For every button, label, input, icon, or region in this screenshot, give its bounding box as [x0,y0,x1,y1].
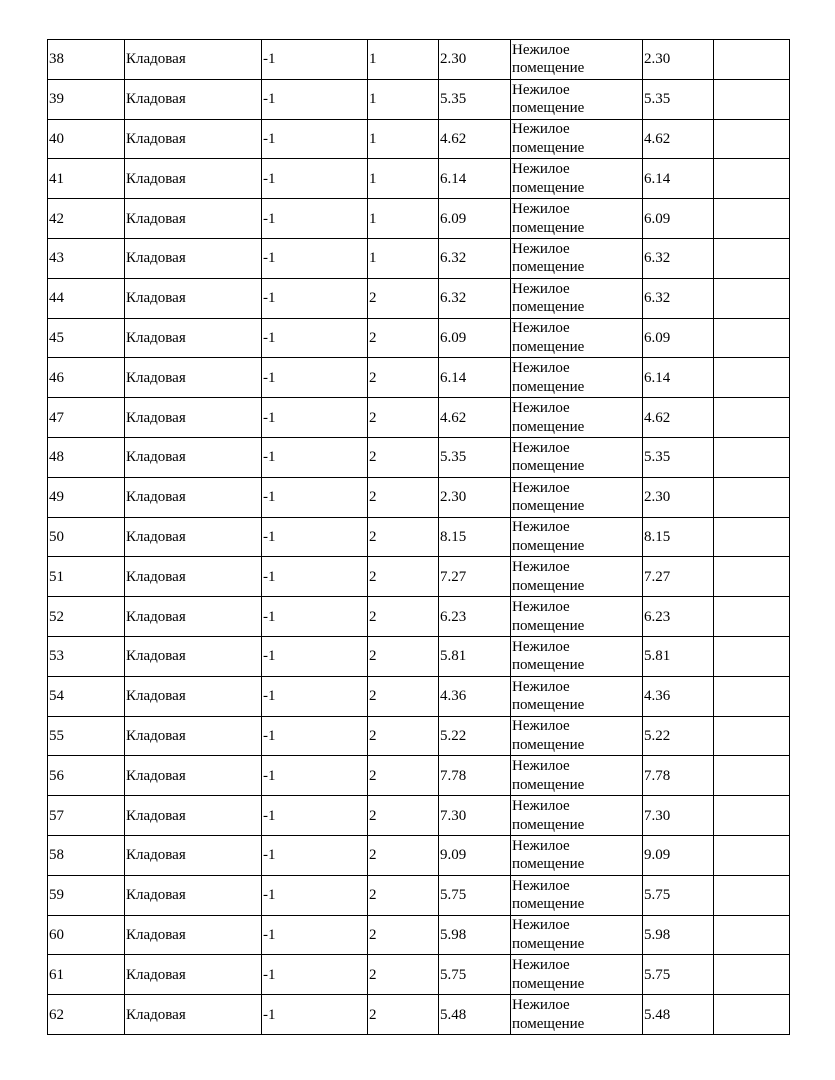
room-name-cell: Кладовая [125,477,262,517]
room-type-line-2: помещение [512,736,585,753]
section-cell: 2 [368,597,439,637]
floor-cell: -1 [262,318,368,358]
room-type-line-2: помещение [512,975,585,992]
room-type-line-1: Нежилое [512,837,570,854]
table-row [48,318,790,358]
room-type-line-2: помещение [512,617,585,634]
floor-cell: -1 [262,716,368,756]
room-name-cell: Кладовая [125,835,262,875]
table-row [48,358,790,398]
area-cell: 8.15 [439,517,511,557]
note-cell [714,796,790,836]
room-type-line-1: Нежилое [512,917,570,934]
note-cell [714,318,790,358]
room-type-line-2: помещение [512,100,585,117]
premises-table-body [48,40,790,1035]
room-type-line-2: помещение [512,816,585,833]
room-type-cell [511,358,643,398]
note-cell [714,119,790,159]
note-cell [714,835,790,875]
total-area-cell: 5.75 [643,955,714,995]
row-number-cell: 42 [48,199,125,239]
room-type-cell [511,636,643,676]
total-area-cell: 7.27 [643,557,714,597]
note-cell [714,955,790,995]
row-number-cell: 44 [48,278,125,318]
room-type-cell [511,398,643,438]
total-area-cell: 6.32 [643,278,714,318]
room-type-line-1: Нежилое [512,957,570,974]
area-cell: 4.62 [439,398,511,438]
section-cell: 1 [368,238,439,278]
table-row [48,119,790,159]
section-cell: 2 [368,676,439,716]
room-type-line-2: помещение [512,458,585,475]
row-number-cell: 56 [48,756,125,796]
note-cell [714,597,790,637]
total-area-cell: 4.36 [643,676,714,716]
note-cell [714,79,790,119]
room-type-line-1: Нежилое [512,599,570,616]
note-cell [714,437,790,477]
area-cell: 5.35 [439,437,511,477]
floor-cell: -1 [262,477,368,517]
note-cell [714,40,790,80]
room-type-line-1: Нежилое [512,400,570,417]
table-row [48,875,790,915]
note-cell [714,676,790,716]
floor-cell: -1 [262,517,368,557]
room-type-line-1: Нежилое [512,758,570,775]
total-area-cell: 8.15 [643,517,714,557]
area-cell: 2.30 [439,477,511,517]
room-type-cell [511,517,643,557]
section-cell: 1 [368,40,439,80]
room-type-line-2: помещение [512,697,585,714]
room-type-line-2: помещение [512,139,585,156]
row-number-cell: 39 [48,79,125,119]
table-row [48,477,790,517]
section-cell: 1 [368,119,439,159]
area-cell: 7.27 [439,557,511,597]
room-type-line-2: помещение [512,577,585,594]
room-name-cell: Кладовая [125,636,262,676]
room-type-cell [511,835,643,875]
room-type-cell [511,995,643,1035]
room-type-cell [511,915,643,955]
room-type-line-1: Нежилое [512,161,570,178]
floor-cell: -1 [262,159,368,199]
room-name-cell: Кладовая [125,278,262,318]
room-name-cell: Кладовая [125,119,262,159]
room-type-line-2: помещение [512,498,585,515]
area-cell: 5.22 [439,716,511,756]
room-type-line-1: Нежилое [512,997,570,1014]
total-area-cell: 2.30 [643,477,714,517]
area-cell: 4.36 [439,676,511,716]
area-cell: 6.23 [439,597,511,637]
total-area-cell: 6.09 [643,318,714,358]
total-area-cell: 5.81 [643,636,714,676]
room-type-cell [511,597,643,637]
note-cell [714,915,790,955]
table-row [48,159,790,199]
room-type-line-1: Нежилое [512,360,570,377]
room-type-line-2: помещение [512,1015,585,1032]
row-number-cell: 50 [48,517,125,557]
area-cell: 6.14 [439,358,511,398]
total-area-cell: 6.23 [643,597,714,637]
total-area-cell: 4.62 [643,119,714,159]
row-number-cell: 59 [48,875,125,915]
floor-cell: -1 [262,199,368,239]
room-type-cell [511,875,643,915]
row-number-cell: 61 [48,955,125,995]
note-cell [714,278,790,318]
total-area-cell: 5.48 [643,995,714,1035]
area-cell: 6.09 [439,199,511,239]
total-area-cell: 7.30 [643,796,714,836]
row-number-cell: 38 [48,40,125,80]
floor-cell: -1 [262,597,368,637]
total-area-cell: 2.30 [643,40,714,80]
room-type-line-1: Нежилое [512,798,570,815]
room-type-cell [511,79,643,119]
row-number-cell: 41 [48,159,125,199]
room-name-cell: Кладовая [125,796,262,836]
note-cell [714,716,790,756]
floor-cell: -1 [262,955,368,995]
room-type-cell [511,437,643,477]
premises-table [47,39,790,1035]
total-area-cell: 4.62 [643,398,714,438]
table-row [48,796,790,836]
table-row [48,278,790,318]
total-area-cell: 5.98 [643,915,714,955]
note-cell [714,398,790,438]
area-cell: 5.35 [439,79,511,119]
row-number-cell: 46 [48,358,125,398]
room-name-cell: Кладовая [125,318,262,358]
room-type-line-2: помещение [512,259,585,276]
room-type-line-2: помещение [512,179,585,196]
room-name-cell: Кладовая [125,79,262,119]
room-name-cell: Кладовая [125,995,262,1035]
room-type-cell [511,796,643,836]
table-row [48,716,790,756]
section-cell: 2 [368,835,439,875]
room-type-line-1: Нежилое [512,877,570,894]
row-number-cell: 40 [48,119,125,159]
room-name-cell: Кладовая [125,159,262,199]
section-cell: 2 [368,796,439,836]
section-cell: 2 [368,437,439,477]
room-type-cell [511,756,643,796]
note-cell [714,199,790,239]
area-cell: 5.81 [439,636,511,676]
section-cell: 2 [368,875,439,915]
area-cell: 6.09 [439,318,511,358]
row-number-cell: 47 [48,398,125,438]
room-name-cell: Кладовая [125,517,262,557]
room-type-line-1: Нежилое [512,638,570,655]
floor-cell: -1 [262,875,368,915]
area-cell: 6.14 [439,159,511,199]
table-row [48,915,790,955]
row-number-cell: 53 [48,636,125,676]
row-number-cell: 60 [48,915,125,955]
floor-cell: -1 [262,756,368,796]
room-name-cell: Кладовая [125,238,262,278]
area-cell: 7.78 [439,756,511,796]
floor-cell: -1 [262,636,368,676]
table-row [48,557,790,597]
room-type-line-2: помещение [512,776,585,793]
row-number-cell: 48 [48,437,125,477]
room-type-line-2: помещение [512,896,585,913]
table-row [48,517,790,557]
total-area-cell: 9.09 [643,835,714,875]
floor-cell: -1 [262,79,368,119]
room-type-line-2: помещение [512,657,585,674]
room-name-cell: Кладовая [125,199,262,239]
floor-cell: -1 [262,796,368,836]
room-type-line-1: Нежилое [512,121,570,138]
table-row [48,398,790,438]
floor-cell: -1 [262,278,368,318]
floor-cell: -1 [262,238,368,278]
note-cell [714,358,790,398]
room-type-cell [511,557,643,597]
room-name-cell: Кладовая [125,716,262,756]
room-type-line-1: Нежилое [512,559,570,576]
room-type-line-2: помещение [512,935,585,952]
section-cell: 2 [368,318,439,358]
floor-cell: -1 [262,119,368,159]
room-type-line-1: Нежилое [512,81,570,98]
table-row [48,79,790,119]
area-cell: 6.32 [439,238,511,278]
room-type-cell [511,955,643,995]
note-cell [714,557,790,597]
table-row [48,676,790,716]
room-type-line-1: Нежилое [512,201,570,218]
row-number-cell: 62 [48,995,125,1035]
row-number-cell: 49 [48,477,125,517]
area-cell: 2.30 [439,40,511,80]
total-area-cell: 7.78 [643,756,714,796]
room-type-cell [511,318,643,358]
table-row [48,995,790,1035]
table-row [48,238,790,278]
note-cell [714,238,790,278]
room-type-line-2: помещение [512,219,585,236]
section-cell: 1 [368,199,439,239]
total-area-cell: 6.14 [643,358,714,398]
row-number-cell: 45 [48,318,125,358]
room-type-cell [511,716,643,756]
room-type-cell [511,238,643,278]
row-number-cell: 57 [48,796,125,836]
area-cell: 5.98 [439,915,511,955]
section-cell: 2 [368,955,439,995]
room-type-line-2: помещение [512,856,585,873]
table-row [48,597,790,637]
note-cell [714,995,790,1035]
room-type-line-1: Нежилое [512,240,570,257]
room-name-cell: Кладовая [125,557,262,597]
note-cell [714,756,790,796]
total-area-cell: 6.14 [643,159,714,199]
section-cell: 2 [368,995,439,1035]
room-type-cell [511,119,643,159]
room-name-cell: Кладовая [125,915,262,955]
room-type-cell [511,477,643,517]
floor-cell: -1 [262,557,368,597]
total-area-cell: 6.09 [643,199,714,239]
room-type-line-1: Нежилое [512,41,570,58]
room-type-line-2: помещение [512,60,585,77]
section-cell: 1 [368,79,439,119]
floor-cell: -1 [262,398,368,438]
table-row [48,835,790,875]
section-cell: 2 [368,716,439,756]
area-cell: 9.09 [439,835,511,875]
room-name-cell: Кладовая [125,437,262,477]
section-cell: 2 [368,636,439,676]
room-type-cell [511,40,643,80]
area-cell: 5.75 [439,875,511,915]
section-cell: 2 [368,278,439,318]
table-row [48,636,790,676]
area-cell: 5.48 [439,995,511,1035]
floor-cell: -1 [262,40,368,80]
room-name-cell: Кладовая [125,875,262,915]
room-type-line-1: Нежилое [512,439,570,456]
room-name-cell: Кладовая [125,676,262,716]
section-cell: 1 [368,159,439,199]
note-cell [714,636,790,676]
note-cell [714,159,790,199]
room-type-cell [511,159,643,199]
floor-cell: -1 [262,915,368,955]
section-cell: 2 [368,557,439,597]
area-cell: 4.62 [439,119,511,159]
area-cell: 5.75 [439,955,511,995]
table-row [48,199,790,239]
room-name-cell: Кладовая [125,398,262,438]
room-type-line-2: помещение [512,299,585,316]
room-name-cell: Кладовая [125,597,262,637]
room-type-line-1: Нежилое [512,678,570,695]
row-number-cell: 51 [48,557,125,597]
area-cell: 6.32 [439,278,511,318]
row-number-cell: 55 [48,716,125,756]
note-cell [714,875,790,915]
floor-cell: -1 [262,835,368,875]
section-cell: 2 [368,358,439,398]
room-type-cell [511,676,643,716]
room-type-cell [511,199,643,239]
room-type-line-1: Нежилое [512,320,570,337]
room-type-line-2: помещение [512,418,585,435]
total-area-cell: 5.75 [643,875,714,915]
row-number-cell: 52 [48,597,125,637]
room-name-cell: Кладовая [125,955,262,995]
total-area-cell: 5.35 [643,79,714,119]
total-area-cell: 5.35 [643,437,714,477]
row-number-cell: 54 [48,676,125,716]
floor-cell: -1 [262,995,368,1035]
floor-cell: -1 [262,437,368,477]
row-number-cell: 58 [48,835,125,875]
section-cell: 2 [368,756,439,796]
room-name-cell: Кладовая [125,756,262,796]
room-type-line-2: помещение [512,338,585,355]
table-row [48,437,790,477]
area-cell: 7.30 [439,796,511,836]
room-type-line-1: Нежилое [512,718,570,735]
row-number-cell: 43 [48,238,125,278]
total-area-cell: 5.22 [643,716,714,756]
floor-cell: -1 [262,358,368,398]
room-type-line-2: помещение [512,537,585,554]
section-cell: 2 [368,915,439,955]
room-name-cell: Кладовая [125,358,262,398]
table-row [48,40,790,80]
room-type-line-1: Нежилое [512,479,570,496]
room-type-line-1: Нежилое [512,519,570,536]
table-row [48,955,790,995]
room-type-line-2: помещение [512,378,585,395]
room-type-line-1: Нежилое [512,280,570,297]
table-row [48,756,790,796]
total-area-cell: 6.32 [643,238,714,278]
floor-cell: -1 [262,676,368,716]
note-cell [714,477,790,517]
section-cell: 2 [368,398,439,438]
note-cell [714,517,790,557]
section-cell: 2 [368,517,439,557]
section-cell: 2 [368,477,439,517]
room-name-cell: Кладовая [125,40,262,80]
room-type-cell [511,278,643,318]
